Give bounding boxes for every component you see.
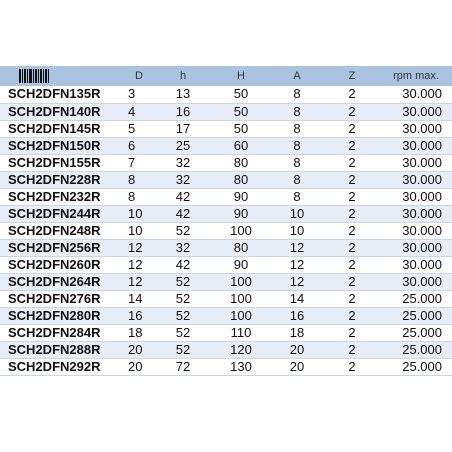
A-value-cell: 10 — [270, 222, 324, 239]
product-code-cell: SCH2DFN228R — [0, 171, 124, 188]
product-code-cell: SCH2DFN292R — [0, 359, 124, 376]
table-row — [0, 359, 452, 376]
d-value-cell: 12 — [124, 256, 154, 273]
d-value-cell: 4 — [124, 103, 154, 120]
H-value-cell: 80 — [212, 171, 270, 188]
product-code-cell: SCH2DFN155R — [0, 154, 124, 171]
product-code-cell: SCH2DFN244R — [0, 205, 124, 222]
A-value-cell: 12 — [270, 274, 324, 291]
rpm-value-cell: 25.000 — [380, 342, 452, 359]
h-value-cell: 42 — [154, 188, 212, 205]
rpm-value-cell: 25.000 — [380, 291, 452, 308]
table-row — [0, 120, 452, 137]
rpm-value-cell: 25.000 — [380, 308, 452, 325]
A-value-cell: 8 — [270, 137, 324, 154]
h-value-cell: 17 — [154, 120, 212, 137]
h-value-cell: 32 — [154, 239, 212, 256]
H-value-cell: 120 — [212, 342, 270, 359]
product-code-cell: SCH2DFN256R — [0, 239, 124, 256]
A-value-cell: 12 — [270, 239, 324, 256]
table-row — [0, 154, 452, 171]
Z-value-cell: 2 — [324, 342, 380, 359]
rpm-column-header: rpm max. — [393, 70, 439, 82]
Z-value-cell: 2 — [324, 222, 380, 239]
h-value-cell: 25 — [154, 137, 212, 154]
product-code-cell: SCH2DFN280R — [0, 308, 124, 325]
code-column-header — [0, 66, 124, 86]
A-value-cell: 8 — [270, 188, 324, 205]
table-row — [0, 103, 452, 120]
product-code-cell: SCH2DFN260R — [0, 256, 124, 273]
rpm-value-cell: 30.000 — [380, 188, 452, 205]
H-value-cell: 80 — [212, 154, 270, 171]
A-value-cell: 8 — [270, 120, 324, 137]
d-column-header: D — [135, 70, 143, 82]
rpm-value-cell: 25.000 — [380, 325, 452, 342]
Z-value-cell: 2 — [324, 188, 380, 205]
H-value-cell: 50 — [212, 120, 270, 137]
d-value-cell: 16 — [124, 308, 154, 325]
Z-value-cell: 2 — [324, 308, 380, 325]
product-code-cell: SCH2DFN276R — [0, 291, 124, 308]
d-value-cell: 6 — [124, 137, 154, 154]
rpm-value-cell: 30.000 — [380, 171, 452, 188]
d-value-cell: 5 — [124, 120, 154, 137]
h-value-cell: 42 — [154, 205, 212, 222]
A-value-cell: 8 — [270, 86, 324, 103]
table-row — [0, 222, 452, 239]
d-value-cell: 18 — [124, 325, 154, 342]
A-value-cell: 8 — [270, 171, 324, 188]
table-body — [0, 86, 452, 376]
rpm-value-cell: 30.000 — [380, 86, 452, 103]
h-value-cell: 16 — [154, 103, 212, 120]
A-value-cell: 20 — [270, 359, 324, 376]
rpm-value-cell: 30.000 — [380, 154, 452, 171]
H-value-cell: 60 — [212, 137, 270, 154]
H-value-cell: 100 — [212, 274, 270, 291]
product-code-cell: SCH2DFN232R — [0, 188, 124, 205]
H-value-cell: 90 — [212, 205, 270, 222]
A-value-cell: 14 — [270, 291, 324, 308]
table-header-row — [0, 66, 452, 86]
d-value-cell: 10 — [124, 222, 154, 239]
A-value-cell: 20 — [270, 342, 324, 359]
product-code-cell: SCH2DFN135R — [0, 86, 124, 103]
table-row — [0, 342, 452, 359]
product-code-cell: SCH2DFN150R — [0, 137, 124, 154]
d-value-cell: 8 — [124, 171, 154, 188]
d-value-cell: 14 — [124, 291, 154, 308]
A-value-cell: 8 — [270, 154, 324, 171]
H-value-cell: 110 — [212, 325, 270, 342]
H-value-cell: 100 — [212, 308, 270, 325]
h-value-cell: 52 — [154, 274, 212, 291]
rpm-value-cell: 30.000 — [380, 137, 452, 154]
d-value-cell: 12 — [124, 239, 154, 256]
rpm-value-cell: 30.000 — [380, 222, 452, 239]
H-value-cell: 100 — [212, 222, 270, 239]
H-value-cell: 130 — [212, 359, 270, 376]
d-value-cell: 20 — [124, 359, 154, 376]
Z-value-cell: 2 — [324, 205, 380, 222]
A-value-cell: 12 — [270, 256, 324, 273]
rpm-value-cell: 25.000 — [380, 359, 452, 376]
table-row — [0, 308, 452, 325]
H-value-cell: 90 — [212, 188, 270, 205]
product-code-cell: SCH2DFN284R — [0, 325, 124, 342]
Z-value-cell: 2 — [324, 103, 380, 120]
Z-value-cell: 2 — [324, 154, 380, 171]
rpm-value-cell: 30.000 — [380, 239, 452, 256]
H-value-cell: 80 — [212, 239, 270, 256]
rpm-value-cell: 30.000 — [380, 274, 452, 291]
h-value-cell: 72 — [154, 359, 212, 376]
h-value-cell: 52 — [154, 308, 212, 325]
product-code-cell: SCH2DFN264R — [0, 274, 124, 291]
h-value-cell: 32 — [154, 171, 212, 188]
spec-table-container — [0, 66, 452, 376]
H-value-cell: 50 — [212, 86, 270, 103]
rpm-value-cell: 30.000 — [380, 205, 452, 222]
d-value-cell: 10 — [124, 205, 154, 222]
Z-value-cell: 2 — [324, 359, 380, 376]
h-value-cell: 52 — [154, 291, 212, 308]
H-column-header: H — [237, 70, 245, 82]
h-value-cell: 42 — [154, 256, 212, 273]
table-row — [0, 325, 452, 342]
Z-value-cell: 2 — [324, 291, 380, 308]
Z-value-cell: 2 — [324, 239, 380, 256]
spec-table — [0, 66, 452, 376]
H-value-cell: 100 — [212, 291, 270, 308]
table-row — [0, 291, 452, 308]
product-code-cell: SCH2DFN145R — [0, 120, 124, 137]
d-value-cell: 3 — [124, 86, 154, 103]
Z-value-cell: 2 — [324, 325, 380, 342]
d-value-cell: 8 — [124, 188, 154, 205]
d-value-cell: 12 — [124, 274, 154, 291]
Z-value-cell: 2 — [324, 274, 380, 291]
rpm-value-cell: 30.000 — [380, 256, 452, 273]
Z-value-cell: 2 — [324, 120, 380, 137]
h-value-cell: 52 — [154, 342, 212, 359]
H-value-cell: 90 — [212, 256, 270, 273]
table-row — [0, 256, 452, 273]
product-code-cell: SCH2DFN248R — [0, 222, 124, 239]
d-value-cell: 20 — [124, 342, 154, 359]
A-value-cell: 18 — [270, 325, 324, 342]
A-value-cell: 16 — [270, 308, 324, 325]
table-row — [0, 171, 452, 188]
barcode-icon — [19, 69, 49, 83]
A-value-cell: 8 — [270, 103, 324, 120]
Z-value-cell: 2 — [324, 171, 380, 188]
product-code-cell: SCH2DFN140R — [0, 103, 124, 120]
Z-value-cell: 2 — [324, 137, 380, 154]
Z-value-cell: 2 — [324, 256, 380, 273]
A-column-header: A — [293, 70, 301, 82]
h-column-header: h — [179, 70, 187, 82]
Z-value-cell: 2 — [324, 86, 380, 103]
H-value-cell: 50 — [212, 103, 270, 120]
rpm-value-cell: 30.000 — [380, 103, 452, 120]
table-row — [0, 205, 452, 222]
h-value-cell: 32 — [154, 154, 212, 171]
h-value-cell: 52 — [154, 325, 212, 342]
A-value-cell: 10 — [270, 205, 324, 222]
h-value-cell: 52 — [154, 222, 212, 239]
product-code-cell: SCH2DFN288R — [0, 342, 124, 359]
table-row — [0, 239, 452, 256]
table-row — [0, 274, 452, 291]
rpm-value-cell: 30.000 — [380, 120, 452, 137]
table-row — [0, 188, 452, 205]
table-row — [0, 86, 452, 103]
table-row — [0, 137, 452, 154]
h-value-cell: 13 — [154, 86, 212, 103]
d-value-cell: 7 — [124, 154, 154, 171]
Z-column-header: Z — [348, 70, 356, 82]
